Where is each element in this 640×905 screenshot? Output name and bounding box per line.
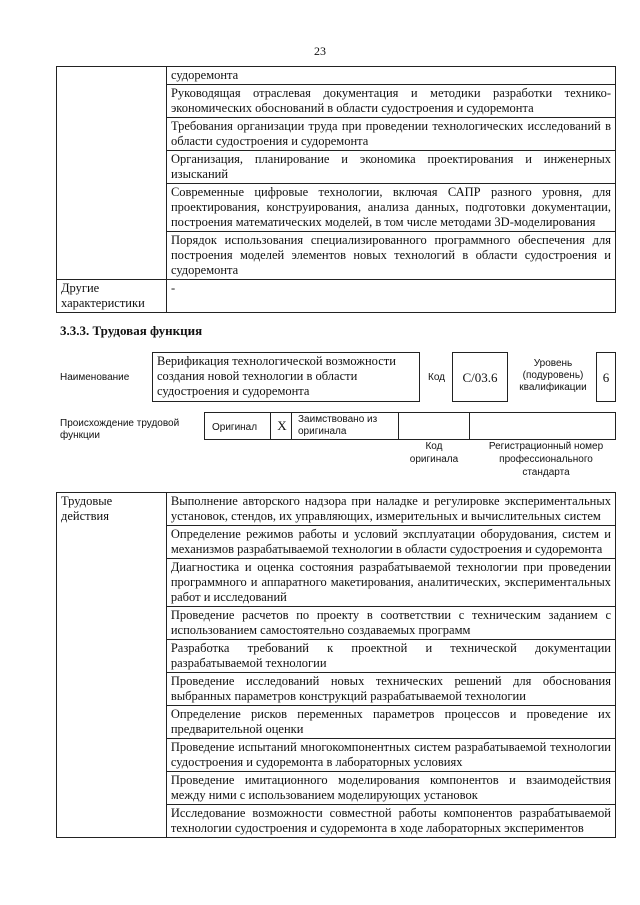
labor-action-item: Определение рисков переменных параметров процессов и проведение их предварительной оценки (166, 706, 615, 739)
original-label: Оригинал (212, 422, 258, 433)
borrowed-label: Заимствовано из оригинала (298, 414, 378, 437)
row-text: Порядок использования специализированного программного обеспечения для построения моделей элементов новых технологий в области судостроения и судоремонта (166, 232, 615, 280)
labor-actions-label: Трудовые действия (57, 493, 167, 838)
labor-action-item: Выполнение авторского надзора при наладке и регулировке экспериментальных установок, стендов, их управляющих, измерительных и вычислительных систем (166, 493, 615, 526)
code-label: Код (428, 372, 446, 383)
level-value: 6 (602, 370, 610, 385)
row-text: Организация, планирование и экономика проектирования и инженерных изысканий (166, 151, 615, 184)
row-label: Другие характеристики (57, 280, 167, 313)
function-name-value: Верификация технологической возможности создания новой технологии в области судостроения и судоремонта (157, 354, 396, 398)
labor-action-item: Проведение имитационного моделирования компонентов и взаимодействия между ними с использованием моделирующих установок (166, 772, 615, 805)
row-text: - (166, 280, 615, 313)
row-label (57, 67, 167, 280)
labor-actions-table (56, 492, 616, 838)
original-mark: X (277, 418, 287, 433)
origin-label: Происхождение трудовой функции (60, 418, 180, 441)
labor-action-item: Проведение испытаний многокомпонентных систем разрабатываемой технологии судостроения и судоремонта в лабораторных условиях (166, 739, 615, 772)
row-text: Руководящая отраслевая документация и методики разработки технико-экономических обоснований в области судостроения и судоремонта (166, 85, 615, 118)
row-text: Требования организации труда при проведении технологических исследований в области судостроения и судоремонта (166, 118, 615, 151)
page-number: 23 (314, 44, 326, 58)
labor-action-item: Исследование возможности совместной работы компонентов разрабатываемой технологии судостроения и судоремонта в ходе лабораторных экспериментов (166, 805, 615, 838)
row-text: судоремонта (166, 67, 615, 85)
labor-action-item: Диагностика и оценка состояния разрабатываемой технологии при проведении программного и аппаратного макетирования, аналитических, экспериментальных работ и исследований (166, 559, 615, 607)
name-label: Наименование (60, 372, 130, 383)
reg-caption: Регистрационный номер профессионального стандарта (488, 441, 604, 478)
code-box (452, 352, 508, 402)
table-row (57, 67, 616, 85)
labor-action-item: Проведение исследований новых технических решений для обоснования выбранных параметров конструкций разрабатываемой технологии (166, 673, 615, 706)
function-name-box (152, 352, 420, 402)
table-row (57, 280, 616, 313)
code-cell (398, 412, 470, 440)
section-title: 3.3.3. Трудовая функция (60, 323, 203, 338)
level-label: Уровень (подуровень) квалификации (519, 358, 587, 393)
code-caption: Код оригинала (409, 441, 459, 465)
table-row (57, 493, 616, 526)
level-box (596, 352, 616, 402)
code-value: C/03.6 (462, 370, 498, 385)
knowledge-table (56, 66, 616, 313)
labor-action-item: Проведение расчетов по проекту в соответствии с техническим заданием с использованием самостоятельно создаваемых программ (166, 607, 615, 640)
labor-action-item: Разработка требований к проектной и технической документации разрабатываемой технологии (166, 640, 615, 673)
labor-action-item: Определение режимов работы и условий эксплуатации оборудования, систем и механизмов разрабатываемой технологии в области судостроения и судоремонта (166, 526, 615, 559)
row-text: Современные цифровые технологии, включая САПР разного уровня, для проектирования, конструирования, анализа данных, подготовки документации, построения математических моделей, в том числе методами 3D-моделирования (166, 184, 615, 232)
